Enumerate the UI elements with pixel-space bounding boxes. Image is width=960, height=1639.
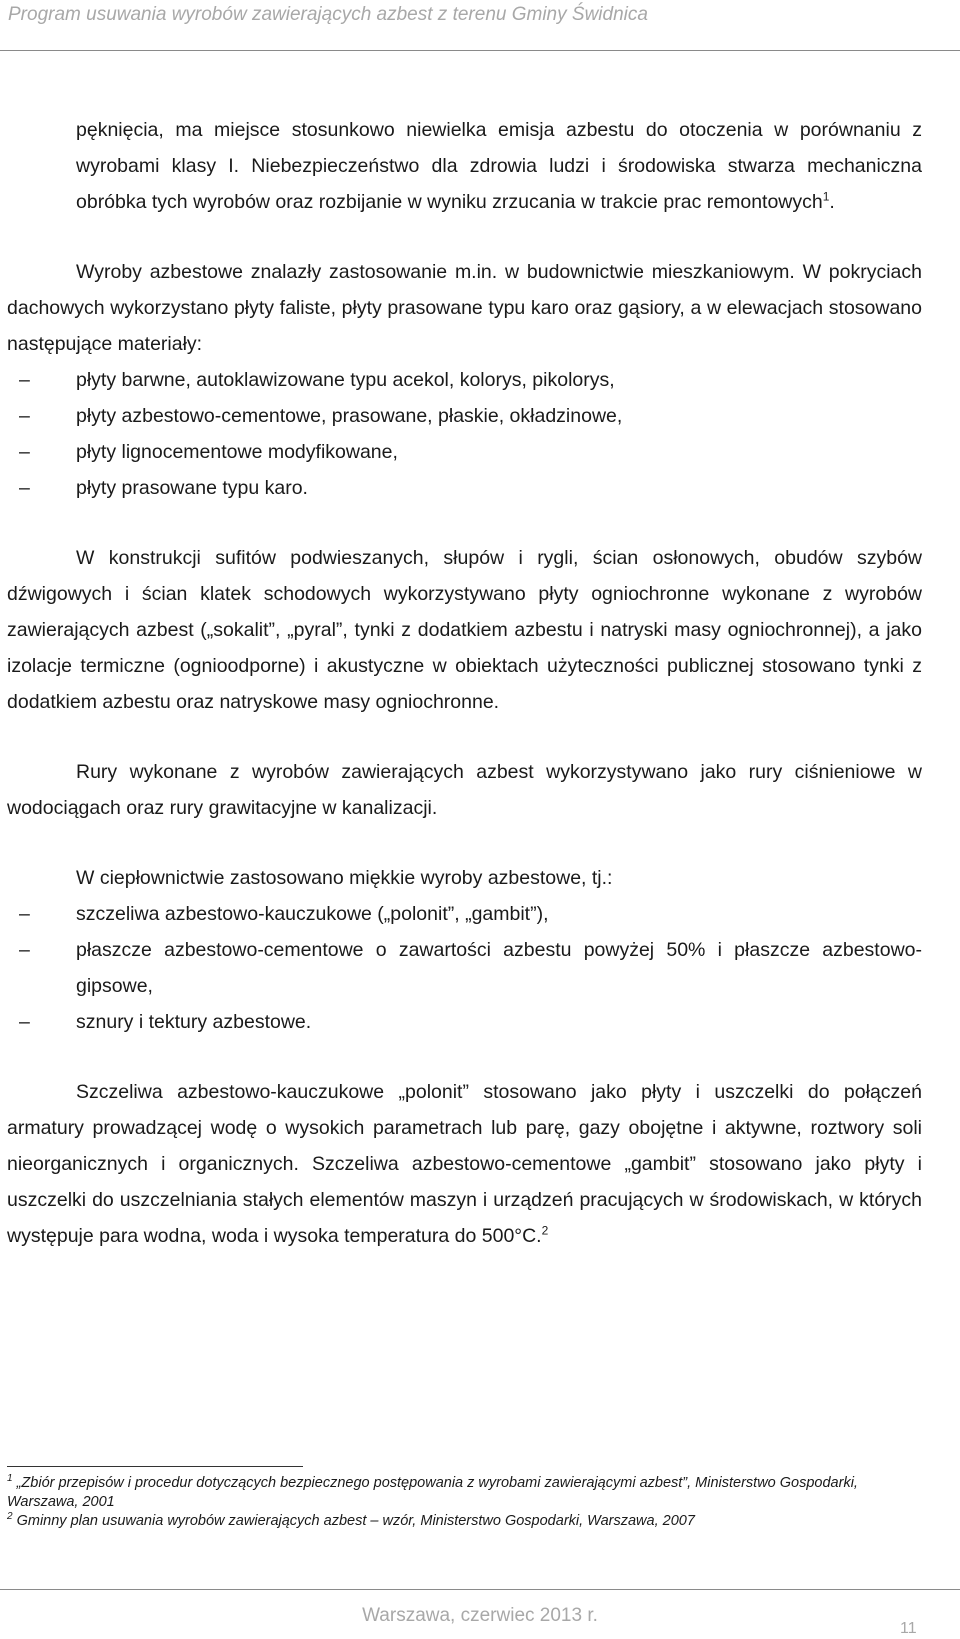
dash-marker: – [19,477,30,499]
dash-marker: – [19,441,30,463]
list-item-text: płaszcze azbestowo-cementowe o zawartości azbestu powyżej 50% i płaszcze azbestowo-gipsowe, [76,939,922,997]
footnote-1 [7,1474,922,1512]
dash-marker: – [19,405,30,427]
list-item [7,398,922,434]
dash-marker: – [19,939,30,961]
list-item [7,1004,922,1040]
footnotes [7,1474,922,1531]
page-number: 11 [900,1620,917,1637]
footnote-text: Gminny plan usuwania wyrobów zawierających azbest – wzór, Ministerstwo Gospodarki, Warszawa, 2007 [16,1513,695,1529]
footnote-2 [7,1512,922,1531]
paragraph-5: W ciepłownictwie zastosowano miękkie wyroby azbestowe, tj.: [76,867,613,889]
paragraph-4: Rury wykonane z wyrobów zawierających azbest wykorzystywano jako rury ciśnieniowe w wodociągach oraz rury grawitacyjne w kanalizacji. [7,761,922,819]
document-body [7,112,922,1254]
footnote-ref-2: 2 [541,1223,549,1238]
footer-divider [0,1589,960,1590]
paragraph-1 [7,112,922,220]
list-item [7,896,922,932]
paragraph-2: Wyroby azbestowe znalazły zastosowanie m.in. w budownictwie mieszkaniowym. W pokryciach dachowych wykorzystano płyty faliste, płyty prasowane typu karo oraz gąsiory, a w elewacjach stosowano następujące materiały: [7,261,922,355]
footnote-number: 2 [7,1511,13,1523]
list-item-text: płyty barwne, autoklawizowane typu acekol, kolorys, pikolorys, [76,369,615,391]
list-item-text: sznury i tektury azbestowe. [76,1011,312,1033]
list-item [7,932,922,1004]
dash-marker: – [19,903,30,925]
list-heating-materials [7,896,922,1040]
list-item-text: szczeliwa azbestowo-kauczukowe („polonit”, „gambit”), [76,903,549,925]
paragraph-3: W konstrukcji sufitów podwieszanych, słupów i rygli, ścian osłonowych, obudów szybów dźwigowych i ścian klatek schodowych wykorzystywano płyty ogniochronne wykonane z wyrobów zawierających azbest („sokalit”, „pyral”, tynki z dodatkiem azbestu i natryski masy ogniochronnej), a jako izolacje termiczne (ognioodporne) i akustyczne w obiektach użyteczności publicznej stosowano tynki z dodatkiem azbestu oraz natryskowe masy ogniochronne. [7,547,922,713]
footnote-divider [7,1466,303,1467]
footer-text: Warszawa, czerwiec 2013 r. [362,1605,598,1626]
footnote-number: 1 [7,1473,13,1485]
paragraph-6-text: Szczeliwa azbestowo-kauczukowe „polonit” stosowano jako płyty i uszczelki do połączeń armatury prowadzącej wodę o wysokich parametrach lub parę, gazy obojętne i aktywne, roztwory soli nieorganicznych i organicznych. Szczeliwa azbestowo-cementowe „gambit” stosowano jako płyty i uszczelki do uszczelniania stałych elementów maszyn i urządzeń pracujących w środowiskach, w których występuje para wodna, woda i wysoka temperatura do 500°C. [7,1081,922,1247]
paragraph-6 [7,1074,922,1254]
list-wall-materials [7,362,922,506]
header-divider [0,50,960,51]
list-item-text: płyty azbestowo-cementowe, prasowane, płaskie, okładzinowe, [76,405,623,427]
list-item [7,470,922,506]
footnote-text: „Zbiór przepisów i procedur dotyczących bezpiecznego postępowania z wyrobami zawierającymi azbest”, Ministerstwo Gospodarki, Warszawa, 2001 [7,1475,858,1510]
list-item-text: płyty lignocementowe modyfikowane, [76,441,398,463]
dash-marker: – [19,1011,30,1033]
paragraph-1-text: pęknięcia, ma miejsce stosunkowo niewielka emisja azbestu do otoczenia w porównaniu z wyrobami klasy I. Niebezpieczeństwo dla zdrowia ludzi i środowiska stwarza mechaniczna obróbka tych wyrobów oraz rozbijanie w wyniku zrzucania w trakcie prac remontowych [76,119,922,213]
header-title: Program usuwania wyrobów zawierających azbest z terenu Gminy Świdnica [8,4,648,25]
dash-marker: – [19,369,30,391]
list-item [7,362,922,398]
footnote-ref-1: 1 [822,189,830,204]
paragraph-1-end: . [829,191,835,213]
list-item-text: płyty prasowane typu karo. [76,477,308,499]
list-item [7,434,922,470]
